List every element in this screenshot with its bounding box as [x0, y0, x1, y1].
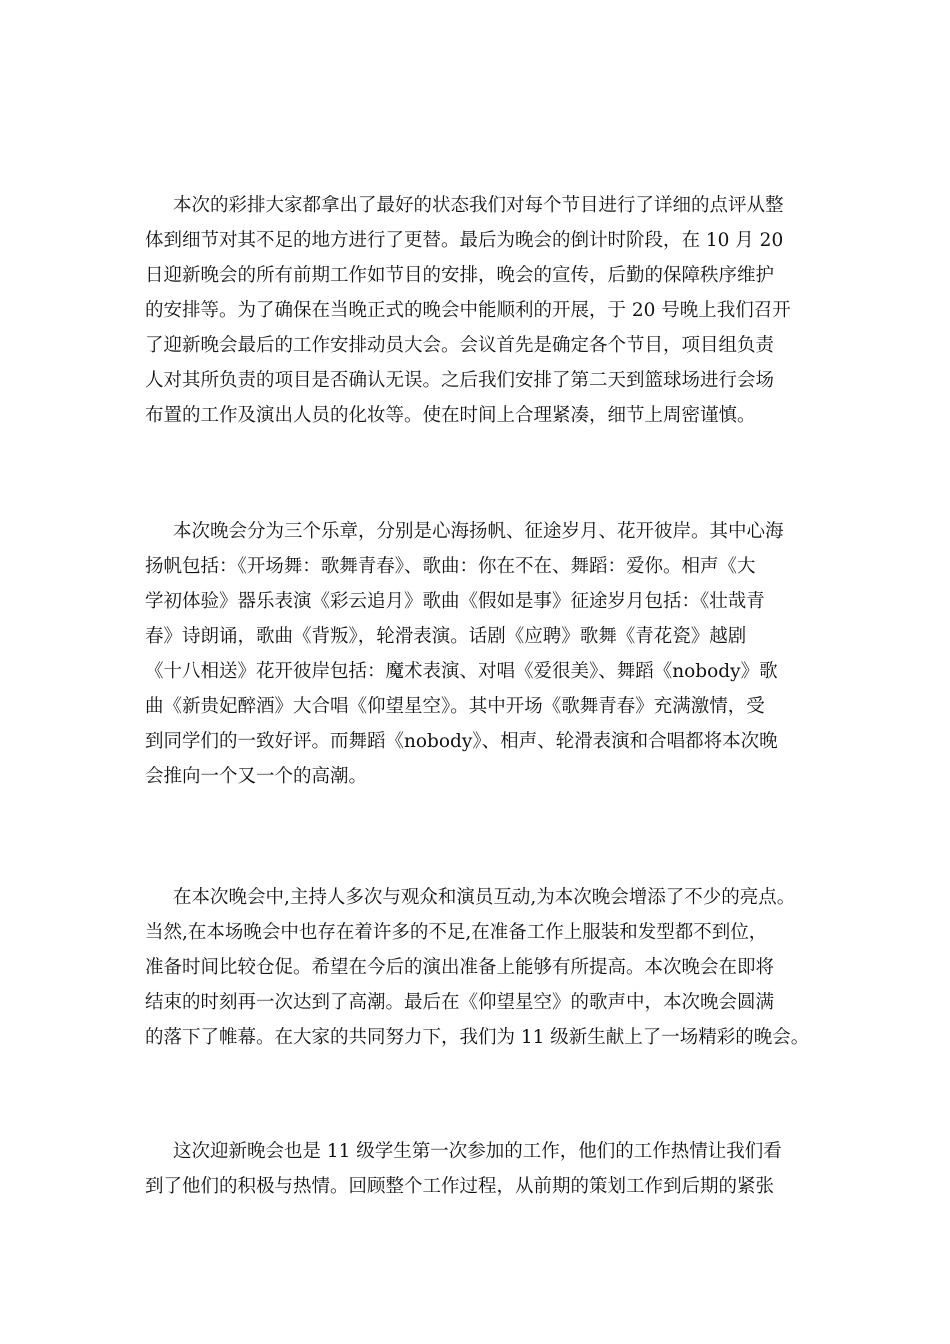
text-line: 结束的时刻再一次达到了高潮。最后在《仰望星空》的歌声中，本次晚会圆满	[145, 992, 775, 1013]
text-line: 到了他们的积极与热情。回顾整个工作过程，从前期的策划工作到后期的紧张	[145, 1176, 775, 1197]
text-line: 春》诗朗诵，歌曲《背叛》，轮滑表演。话剧《应聘》歌舞《青花瓷》越剧	[145, 626, 747, 647]
text-line: 《十八相送》花开彼岸包括：魔术表演、对唱《爱很美》、舞蹈《nobody》歌	[145, 661, 778, 682]
text-line: 准备时间比较仓促。希望在今后的演出准备上能够有所提高。本次晚会在即将	[145, 957, 775, 978]
text-line: 到同学们的一致好评。而舞蹈《nobody》、相声、轮滑表演和合唱都将本次晚	[145, 731, 778, 752]
text-line: 的落下了帷幕。在大家的共同努力下，我们为 11 级新生献上了一场精彩的晚会。	[145, 1027, 810, 1048]
text-line: 人对其所负责的项目是否确认无误。之后我们安排了第二天到篮球场进行会场	[145, 370, 775, 391]
text-line: 日迎新晚会的所有前期工作如节目的安排，晚会的宣传，后勤的保障秩序维护	[145, 265, 775, 286]
text-line: 本次的彩排大家都拿出了最好的状态我们对每个节目进行了详细的点评从整	[173, 195, 784, 216]
paragraph-program	[145, 514, 825, 794]
paragraph-review	[145, 880, 825, 1055]
text-line: 了迎新晚会最后的工作安排动员大会。会议首先是确定各个节目，项目组负责	[145, 335, 775, 356]
text-line: 学初体验》器乐表演《彩云追月》歌曲《假如是事》征途岁月包括：《壮哉青	[145, 591, 765, 612]
text-line: 本次晚会分为三个乐章，分别是心海扬帆、征途岁月、花开彼岸。其中心海	[173, 521, 784, 542]
text-line: 在本次晚会中,主持人多次与观众和演员互动,为本次晚会增添了不少的亮点。	[173, 887, 796, 908]
text-line: 会推向一个又一个的高潮。	[145, 766, 368, 787]
text-line: 布置的工作及演出人员的化妆等。使在时间上合理紧凑，细节上周密谨慎。	[145, 405, 756, 426]
paragraph-reflection	[145, 1134, 825, 1204]
text-line: 这次迎新晚会也是 11 级学生第一次参加的工作，他们的工作热情让我们看	[173, 1141, 782, 1162]
text-line: 的安排等。为了确保在当晚正式的晚会中能顺利的开展，于 20 号晚上我们召开	[145, 300, 791, 321]
text-line: 体到细节对其不足的地方进行了更替。最后为晚会的倒计时阶段，在 10 月 20	[145, 230, 784, 251]
text-line: 曲《新贵妃醉酒》大合唱《仰望星空》。其中开场《歌舞青春》充满激情，受	[145, 696, 765, 717]
text-line: 扬帆包括：《开场舞：歌舞青春》、歌曲：你在不在、舞蹈：爱你。相声《大	[145, 556, 756, 577]
paragraph-rehearsal	[145, 188, 825, 433]
text-line: 当然,在本场晚会中也存在着许多的不足,在准备工作上服装和发型都不到位，	[145, 922, 768, 943]
